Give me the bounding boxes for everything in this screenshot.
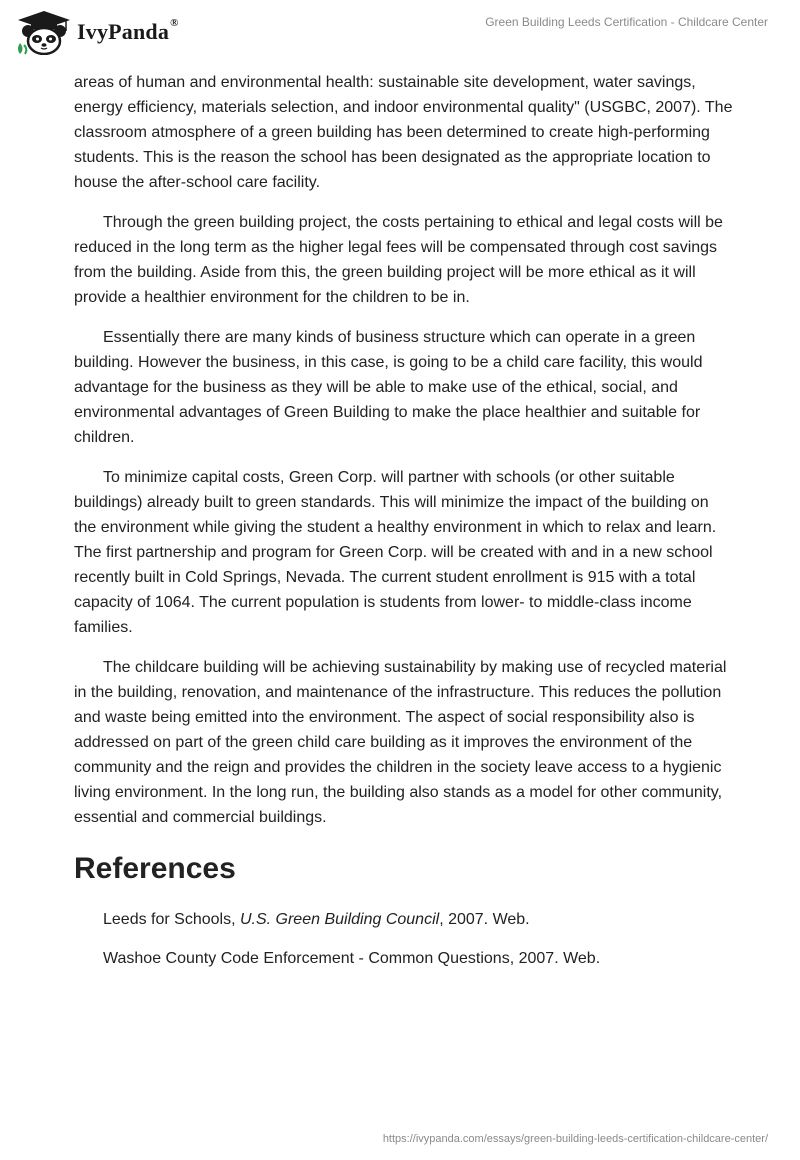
reference-item-1 — [103, 907, 734, 932]
paragraph-5: The childcare building will be achieving sustainability by making use of recycled material in the building, renovation, and maintenance of the infrastructure. This reduces the pollution and waste being emitted into the environment. The aspect of social responsibility also is addressed on part of the green child care building as it improves the environment of the community and the reign and provides the children in the society leave access to a hygienic living environment. In the long run, the building also stands as a model for other community, essential and commercial buildings. — [74, 659, 727, 826]
paragraph-3: Essentially there are many kinds of business structure which can operate in a green building. However the business, in this case, is going to be a child care facility, this would advantage for the business as they will be able to make use of the ethical, social, and environmental advantages of Green Building to make the place healthier and suitable for children. — [74, 329, 703, 446]
references-heading: References — [74, 852, 236, 885]
reference-text: Washoe County Code Enforcement - Common Questions, 2007. Web. — [103, 950, 601, 967]
page-header — [0, 0, 800, 70]
brand-name: IvyPanda® — [77, 17, 179, 44]
paragraph-4: To minimize capital costs, Green Corp. will partner with schools (or other suitable buildings) already built to green standards. This will minimize the impact of the building on the environment while giving the student a healthy environment in which to relax and learn. The first partnership and program for Green Corp. will be created with and in a new school recently built in Cold Springs, Nevada. The current student enrollment is 915 with a total capacity of 1064. The current population is students from lower- to middle-class income families. — [74, 469, 717, 636]
paragraph-2: Through the green building project, the costs pertaining to ethical and legal costs will be reduced in the long term as the higher legal fees will be compensated through cost savings from the building. Aside from this, the green building project will be more ethical as it will provide a healthier environment for the children to be in. — [74, 214, 723, 306]
ivypanda-logo[interactable] — [14, 9, 200, 55]
reference-item-2 — [103, 946, 734, 971]
reference-suffix: , 2007. Web. — [439, 911, 530, 928]
panda-logo-icon — [14, 9, 74, 55]
source-url[interactable]: https://ivypanda.com/essays/green-building-leeds-certification-childcare-center/ — [382, 1133, 768, 1145]
reference-text: Leeds for Schools, — [103, 911, 240, 928]
reference-source: U.S. Green Building Council — [239, 911, 440, 928]
document-title: Green Building Leeds Certification - Childcare Center — [485, 15, 768, 29]
essay-body — [74, 70, 734, 985]
paragraph-1: areas of human and environmental health: sustainable site development, water savings, energy efficiency, materials selection, and indoor environmental quality" (USGBC, 2007). The classroom atmosphere of a green building has been determined to create high-performing students. This is the reason the school has been designated as the appropriate location to house the after-school care facility. — [74, 74, 733, 191]
